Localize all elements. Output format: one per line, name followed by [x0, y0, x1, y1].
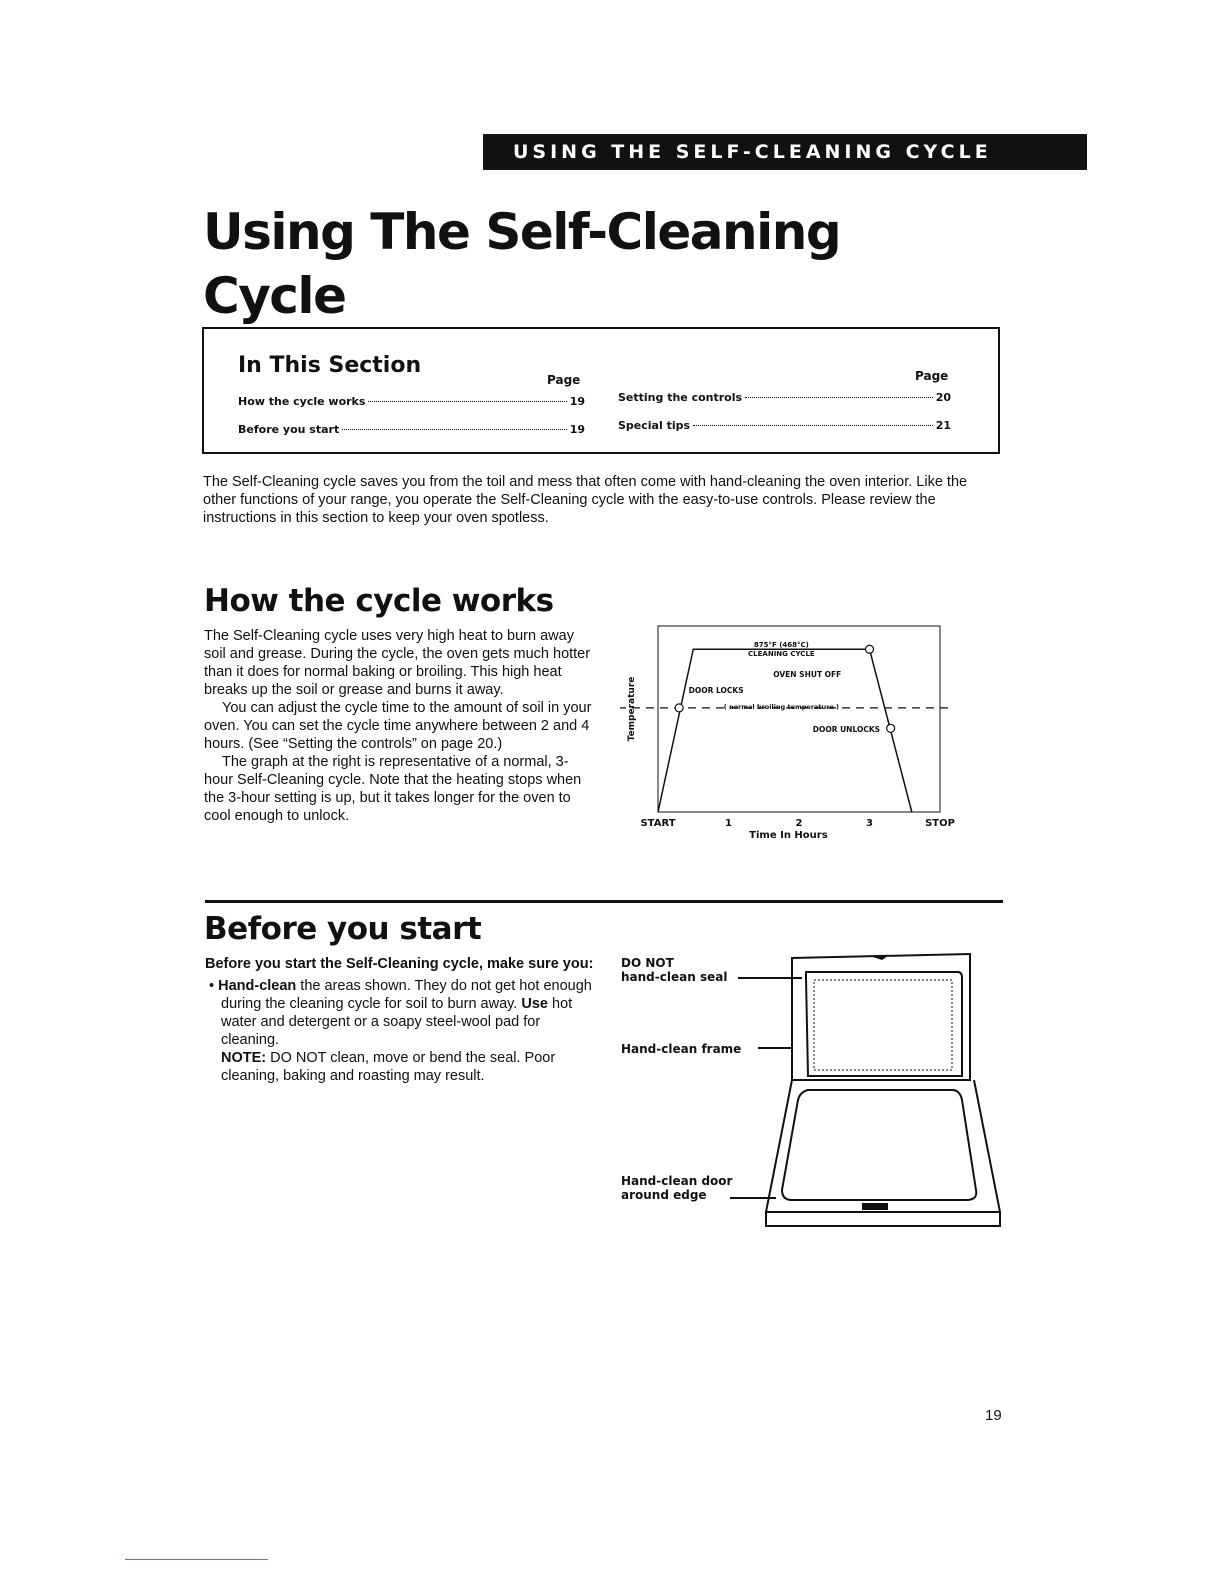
- how-paragraph-3: The graph at the right is representative of a normal, 3-hour Self-Cleaning cycle. Note that the heating stops when the 3-hour setting is up, but it takes longer for the oven to cool enough to unlock.: [204, 754, 582, 824]
- chart-plot-area: [620, 626, 955, 841]
- page-title: [203, 200, 1003, 328]
- door-locks-marker: [675, 704, 683, 712]
- before-you-start-text: [205, 955, 597, 1085]
- toc-entry-how-the-cycle-works[interactable]: [238, 395, 585, 408]
- toc-entry-page: 19: [569, 423, 585, 436]
- x-axis-label: Time In Hours: [749, 830, 828, 841]
- label-do-not: DO NOT: [621, 956, 674, 970]
- toc-entry-label: Special tips: [618, 419, 691, 432]
- toc-page-label-left: Page: [547, 373, 581, 387]
- x-tick-label: 3: [866, 818, 873, 829]
- oven-shut-off-marker: [866, 645, 874, 653]
- x-tick-label: START: [640, 818, 676, 829]
- toc-heading: In This Section: [238, 353, 422, 378]
- oven-frame: [806, 972, 962, 1076]
- note-body: DO NOT clean, move or bend the seal. Poor cleaning, baking and roasting may result.: [221, 1050, 556, 1084]
- note-label: NOTE:: [221, 1050, 267, 1066]
- toc-dot-leader: [693, 425, 933, 426]
- toc-page-label-right: Page: [915, 369, 949, 383]
- annotation-cycle-label: CLEANING CYCLE: [748, 650, 815, 658]
- toc-dot-leader: [745, 397, 933, 398]
- page-title-line2: Cycle: [203, 267, 346, 325]
- oven-illustration: [730, 950, 1010, 1245]
- toc-entry-special-tips[interactable]: [618, 419, 951, 432]
- how-cycle-works-heading: How the cycle works: [204, 583, 554, 619]
- label-do-not-clean-seal: [621, 956, 727, 984]
- annotation-door-locks: DOOR LOCKS: [688, 686, 744, 695]
- label-hand-clean-seal: hand-clean seal: [621, 970, 728, 984]
- bullet-text-2: hot water and detergent or a soapy steel-wool pad for cleaning.: [221, 996, 573, 1048]
- intro-paragraph: The Self-Cleaning cycle saves you from the toil and mess that often come with hand-cleaning the oven interior. Like the other functions of your range, you operate the Self-Cleaning cycle with the easy-to-use controls. Please review the instructions in this section to keep your oven spotless.: [203, 474, 968, 526]
- how-cycle-works-text: [204, 627, 594, 825]
- toc-entry-label: How the cycle works: [238, 395, 366, 408]
- toc-entry-before-you-start[interactable]: [238, 423, 585, 436]
- oven-door-edge: [766, 1212, 1000, 1226]
- door-latch: [862, 1203, 888, 1210]
- note-text: [205, 1049, 597, 1085]
- annotation-broiling-temp: ( normal broiling temperature ): [723, 703, 840, 711]
- x-tick-label: 1: [725, 818, 732, 829]
- annotation-door-unlocks: DOOR UNLOCKS: [812, 725, 881, 734]
- oven-door: [766, 1080, 1000, 1212]
- toc-entry-label: Setting the controls: [618, 391, 743, 404]
- toc-entry-page: 19: [569, 395, 585, 408]
- section-divider: [205, 900, 1003, 903]
- in-this-section-box: [202, 327, 1000, 454]
- label-hand-clean-door: [621, 1174, 732, 1202]
- toc-dot-leader: [368, 401, 566, 402]
- oven-door-window: [782, 1090, 976, 1200]
- how-paragraph-2: You can adjust the cycle time to the amount of soil in your oven. You can set the cycle time anywhere between 2 and 4 hours. (See “Setting the controls” on page 20.): [204, 700, 592, 752]
- how-paragraph-1: The Self-Cleaning cycle uses very high heat to burn away soil and grease. During the cycle, the oven gets much hotter than it does for normal baking or broiling. This high heat breaks up the soil or grease and burns it away.: [204, 628, 591, 698]
- before-bullet-list: [205, 977, 597, 1049]
- label-hand-clean-door-line2: around edge: [621, 1188, 707, 1202]
- x-tick-label: 2: [795, 818, 803, 829]
- toc-dot-leader: [342, 429, 566, 430]
- before-lead: Before you start the Self-Cleaning cycle, make sure you:: [205, 956, 594, 972]
- self-clean-temperature-chart: [620, 620, 970, 850]
- annotation-cycle-temp: 875°F (468°C): [753, 641, 809, 649]
- page-title-line1: Using The Self-Cleaning: [203, 203, 841, 261]
- bullet-text-1: the areas shown. They do not get hot enough during the cleaning cycle for soil to burn away.: [221, 978, 592, 1012]
- section-banner: USING THE SELF-CLEANING CYCLE: [483, 134, 1087, 170]
- label-hand-clean-frame: Hand-clean frame: [621, 1042, 742, 1056]
- annotation-oven-shut-off: OVEN SHUT OFF: [773, 670, 842, 679]
- page-number: 19: [985, 1407, 1002, 1424]
- bullet-bold-use: Use: [521, 996, 548, 1012]
- toc-entry-page: 21: [935, 419, 951, 432]
- toc-entry-page: 20: [935, 391, 951, 404]
- bullet-bold-handclean: Hand-clean: [218, 978, 297, 994]
- oven-seal: [814, 980, 952, 1070]
- before-bullet-item: • Hand-clean the areas shown. They do not get hot enough during the cleaning cycle for soil to burn away. Use hot water and detergent or a soapy steel-wool pad for cleaning.: [209, 978, 592, 1048]
- toc-entry-setting-the-controls[interactable]: [618, 391, 951, 404]
- before-you-start-heading: Before you start: [204, 911, 482, 947]
- door-unlocks-marker: [887, 724, 895, 732]
- label-hand-clean-door-line1: Hand-clean door: [621, 1174, 733, 1188]
- y-axis-label: Temperature: [627, 676, 637, 742]
- footer-line: [125, 1559, 268, 1560]
- toc-entry-label: Before you start: [238, 423, 340, 436]
- oven-vent: [870, 956, 888, 960]
- x-tick-label: STOP: [925, 818, 955, 829]
